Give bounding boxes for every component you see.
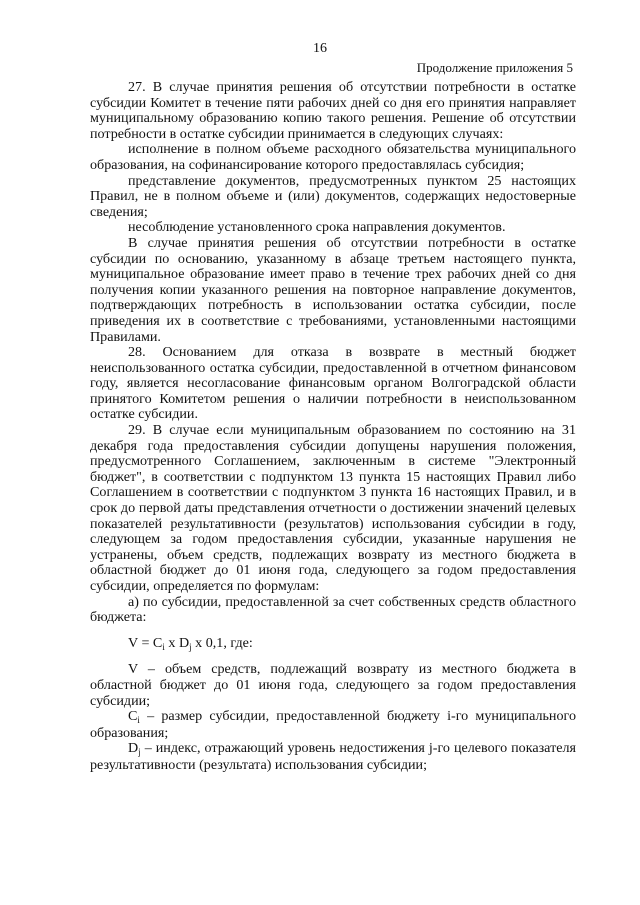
definition-dj [90, 741, 576, 773]
paragraph-27-case-2: представление документов, предусмотренных пунктом 25 настоящих Правил, не в полном объеме и (или) документов, содержащих недостоверные сведения; [90, 172, 576, 220]
formula [90, 636, 576, 653]
definition-dj-subscript: j [138, 747, 141, 758]
page-number: 16 [313, 41, 327, 56]
definition-ci-subscript: i [137, 715, 140, 726]
formula-subscript-i: i [162, 641, 165, 652]
definition-ci-symbol: C [128, 708, 138, 725]
definition-v: V – объем средств, подлежащий возврату из местного бюджета в областной бюджет до 01 июня года, следующего за годом предоставления субсидии; [90, 661, 576, 709]
paragraph-27-case-1: исполнение в полном объеме расходного обязательства муниципального образования, на софинансирование которого предоставлялась субсидия; [90, 141, 576, 173]
paragraph-27-repeat-submission: В случае принятия решения об отсутствии потребности в остатке субсидии по основанию, указанному в абзаце третьем настоящего пункта, муниципальное образование имеет право в течение трех рабочих дней со дня получения копии указанного решения на повторное направление документов, подтверждающих потребность в использовании остатка субсидии, после приведения их в соответствие с требованиями, установленными настоящими Правилами. [90, 234, 576, 345]
paragraph-29: 29. В случае если муниципальным образованием по состоянию на 31 декабря года предоставления субсидии допущены нарушения положения, предусмотренного Соглашением, заключенным в системе "Электронный бюджет", в соответствии с подпунктом 13 пункта 15 настоящих Правил либо Соглашением в соответствии с подпунктом 3 пункта 16 настоящих Правил, и в срок до первой даты представления отчетности о достижении значений целевых показателей результативности (результатов) использования субсидии в году, следующем за годом предоставления субсидии, указанные нарушения не устранены, объем средств, подлежащих возврату из местного бюджета в областной бюджет до 01 июня года, следующего за годом предоставления субсидии, определяется по формулам: [90, 422, 576, 594]
document-body [90, 80, 576, 774]
paragraph-27: 27. В случае принятия решения об отсутствии потребности в остатке субсидии Комитет в течение пяти рабочих дней со дня его принятия направляет муниципальному образованию копию такого решения. Решение об отсутствии потребности в остатке субсидии принимается в следующих случаях: [90, 79, 576, 142]
formula-middle: x D [164, 634, 190, 651]
paragraph-27-case-3: несоблюдение установленного срока направления документов. [128, 219, 506, 236]
definition-ci-text: – размер субсидии, предоставленной бюджету i-го муниципального образования; [90, 708, 576, 741]
definition-dj-symbol: D [128, 740, 139, 757]
paragraph-29-item-a: а) по субсидии, предоставленной за счет собственных средств областного бюджета: [90, 593, 576, 626]
definition-dj-text: – индекс, отражающий уровень недостижения j-го целевого показателя результативности (результата) использования субсидии; [90, 740, 576, 773]
formula-subscript-j: j [189, 641, 192, 652]
paragraph-28: 28. Основанием для отказа в возврате в местный бюджет неиспользованного остатка субсидии, предоставленной в отчетном финансовом году, является несогласование финансовым органом Волгоградской области принятого Комитетом решения о наличии потребности в неиспользованном остатке субсидии. [90, 344, 576, 423]
formula-suffix: x 0,1, где: [191, 634, 253, 651]
appendix-continuation-note: Продолжение приложения 5 [416, 60, 573, 75]
definition-ci [90, 709, 576, 741]
formula-prefix: V = C [128, 634, 163, 651]
